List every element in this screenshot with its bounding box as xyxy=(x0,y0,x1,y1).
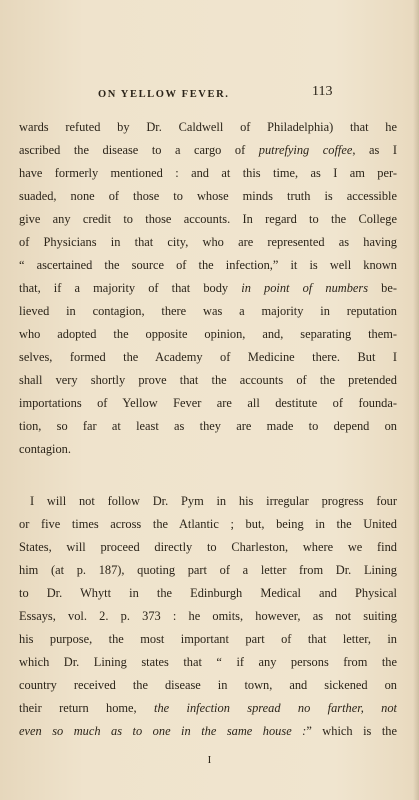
text-line: “ ascertained the source of the infection,” it is well known xyxy=(19,258,397,272)
text-line: to Dr. Whytt in the Edinburgh Medical and Physical xyxy=(19,586,397,600)
text-line: give any credit to those accounts. In regard to the College xyxy=(19,212,397,226)
text-line: I will not follow Dr. Pym in his irregular progress four xyxy=(30,494,397,508)
page-header xyxy=(0,84,419,104)
text-line: of Physicians in that city, who are represented as having xyxy=(19,235,397,249)
text-line: lieved in contagion, there was a majority in reputation xyxy=(19,304,397,318)
text-line: ascribed the disease to a cargo of putrefying coffee, as I xyxy=(19,143,397,157)
text-line: selves, formed the Academy of Medicine there. But I xyxy=(19,350,397,364)
text-line: or five times across the Atlantic ; but, being in the United xyxy=(19,517,397,531)
text-line: who adopted the opposite opinion, and, separating them- xyxy=(19,327,397,341)
text-line: importations of Yellow Fever are all destitute of founda- xyxy=(19,396,397,410)
text-line: suaded, none of those to whose minds truth is accessible xyxy=(19,189,397,203)
paragraph-1 xyxy=(19,116,397,461)
text-line: their return home, the infection spread no farther, not xyxy=(19,701,397,715)
paragraph-spacer xyxy=(19,461,397,490)
text-line: which Dr. Lining states that “ if any persons from the xyxy=(19,655,397,669)
body-text xyxy=(19,116,397,743)
text-line: Essays, vol. 2. p. 373 : he omits, however, as not suiting xyxy=(19,609,397,623)
text-line: that, if a majority of that body in point of numbers be- xyxy=(19,281,397,295)
signature-mark: I xyxy=(207,754,212,766)
text-line: even so much as to one in the same house :” which is the xyxy=(19,724,397,738)
text-line: have formerly mentioned : and at this time, as I am per- xyxy=(19,166,397,180)
text-line: contagion. xyxy=(19,442,71,456)
running-title: ON YELLOW FEVER. xyxy=(98,89,230,100)
text-line: tion, so far at least as they are made to depend on xyxy=(19,419,397,433)
page-number: 113 xyxy=(312,84,333,99)
page-edge-shadow xyxy=(413,0,419,800)
paragraph-2 xyxy=(19,490,397,743)
text-line: States, will proceed directly to Charleston, where we find xyxy=(19,540,397,554)
text-line: shall very shortly prove that the accounts of the pretended xyxy=(19,373,397,387)
text-line: country received the disease in town, and sickened on xyxy=(19,678,397,692)
text-line: his purpose, the most important part of that letter, in xyxy=(19,632,397,646)
text-line: wards refuted by Dr. Caldwell of Philadelphia) that he xyxy=(19,120,397,134)
text-line: him (at p. 187), quoting part of a letter from Dr. Lining xyxy=(19,563,397,577)
